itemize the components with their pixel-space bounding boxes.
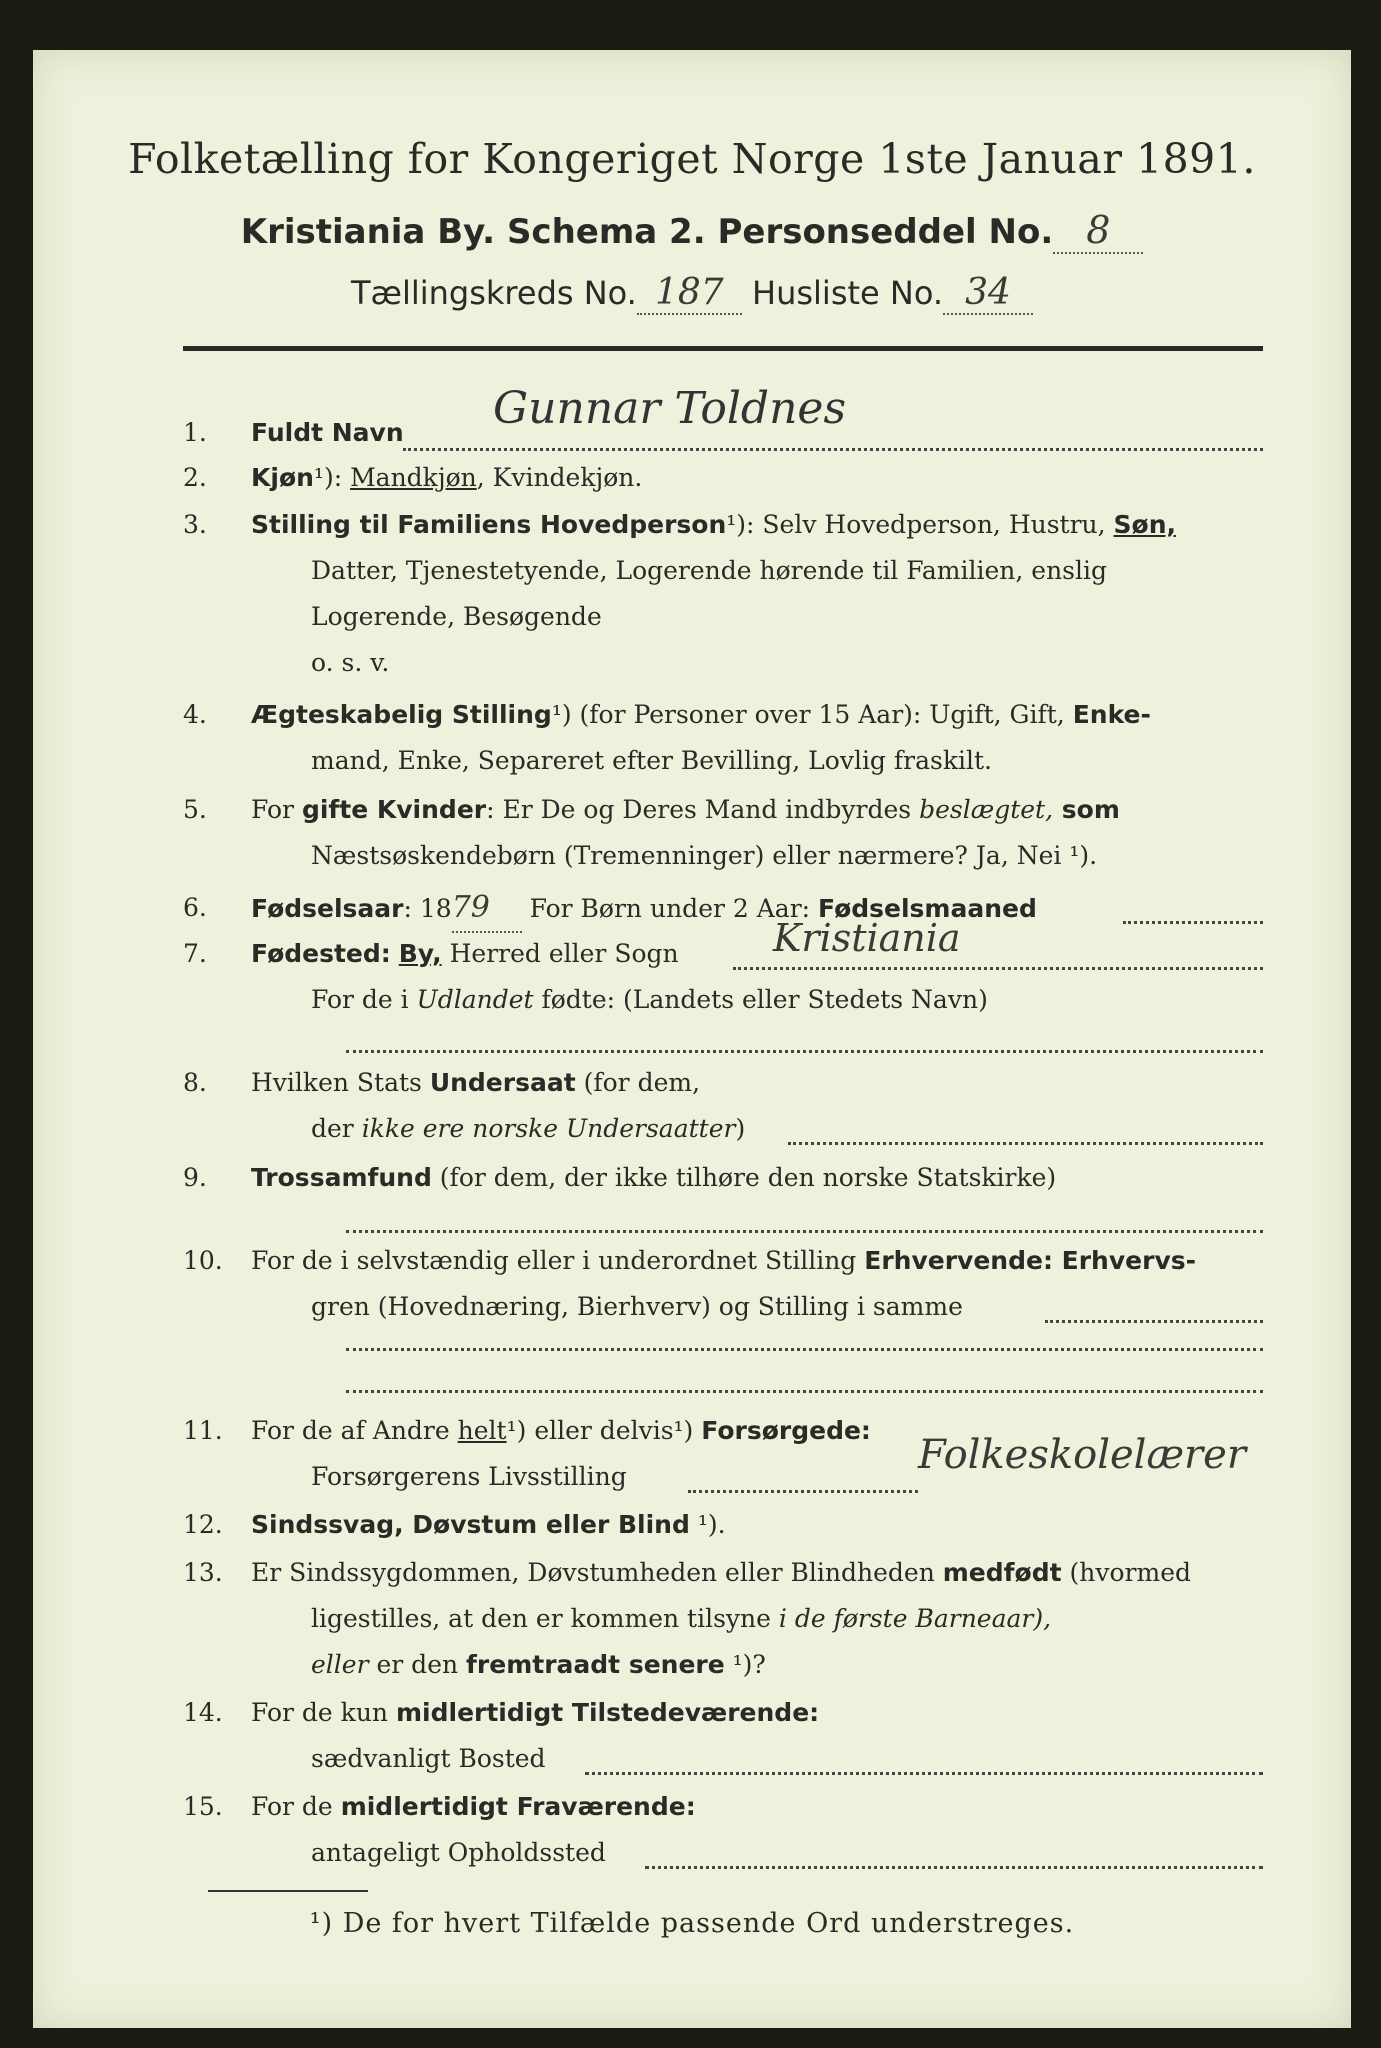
- support-helt-underlined: helt: [457, 1416, 507, 1445]
- taellingskreds-label: Tællingskreds No.: [350, 274, 637, 312]
- taellingskreds-number: 187: [637, 272, 742, 315]
- personseddel-number: 8: [1053, 208, 1143, 254]
- district-line: [33, 272, 1351, 315]
- full-name-handwritten: Gunnar Toldnes: [493, 383, 847, 434]
- form-title: Folketælling for Kongeriget Norge 1ste Januar 1891.: [128, 135, 1256, 183]
- field-1-line: [403, 448, 1263, 451]
- field-7-blank-line: [346, 1050, 1263, 1053]
- schema-line: [33, 208, 1351, 254]
- header-rule: [183, 346, 1263, 351]
- husliste-number: 34: [943, 272, 1033, 315]
- birthplace-by-underlined: By,: [398, 939, 442, 968]
- relation-son-underlined: Søn,: [1113, 510, 1177, 539]
- field-1-label: Fuldt Navn: [251, 418, 404, 447]
- personseddel-label: Personseddel No.: [717, 212, 1054, 252]
- census-sheet: Folketælling for Kongeriget Norge 1ste Januar 1891. Kristiania By. Schema 2. Personseddel No. 8 Tællingskreds No. 187 Husliste No. 34 1. Fuldt Navn Gunnar Toldnes 2. Kjøn¹): Mandkjøn, Kvindekjøn. 3. Stilling til Familiens Hovedperson¹): Selv Hovedperson, Hustru, Søn, Datter, Tjenestetyende, Logerende hørende til Familien, enslig Logerende, Besøgende o. s. v. 4. Ægteskabelig Stilling¹) (for Personer over 15 Aar): Ugift, Gift, Enke- mand, Enke, Separeret efter Bevilling, Lovlig fraskilt. 5. For gifte Kvinder: Er De og Deres Mand indbyrdes beslægtet, som Næstsøskendebørn (Tremenninger) eller nærmere? Ja, Nei ¹). 6. Fødselsaar: 1879 For Børn under 2 Aar: Fødselsmaaned 7. Fødested: By, Herred eller Sogn Kristiania For de i Udlandet fødte: (Landets eller Stedets Navn) 8. Hvilken Stats Undersaat (for dem, der ikke ere norske Undersaatter) 9. Trossamfund (for dem, der ikke tilhøre den norske Statskirke) 10. For de i selvstændig eller i underordnet Stilling Erhvervende: Erhvervs- gren (Hovednæring, Bierhverv) og Stilling i samme 11. For de af Andre helt¹) eller delvis¹) Forsørgede: Forsørgerens Livsstilling Folkeskolelærer 12. Sindssvag, Døvstum eller Blind ¹). 13. Er Sindssygdommen, Døvstumheden eller Blindheden medfødt (hvormed ligestilles, at den er kommen tilsyne i de første Barneaar), eller er den fremtraadt senere ¹)? 14. For de kun midlertidigt Tilstedeværende: sædvanligt Bosted 15. For de midlertidigt Fraværende: antageligt Opholdssted ¹) De for hvert Tilfælde passende Ord understreges.: [33, 50, 1351, 2028]
- birthplace-handwritten: Kristiania: [773, 916, 961, 960]
- schema-label: Schema 2.: [506, 212, 706, 252]
- supporter-occupation-handwritten: Folkeskolelærer: [918, 1432, 1246, 1478]
- sex-option-male-underlined: Mandkjøn: [350, 463, 477, 492]
- husliste-label: Husliste No.: [752, 274, 944, 312]
- footnote-rule: [208, 1890, 368, 1892]
- footnote: ¹) De for hvert Tilfælde passende Ord understreges.: [309, 1908, 1075, 1939]
- city-label: Kristiania By.: [240, 212, 496, 252]
- birth-year-handwritten: 79: [452, 885, 522, 933]
